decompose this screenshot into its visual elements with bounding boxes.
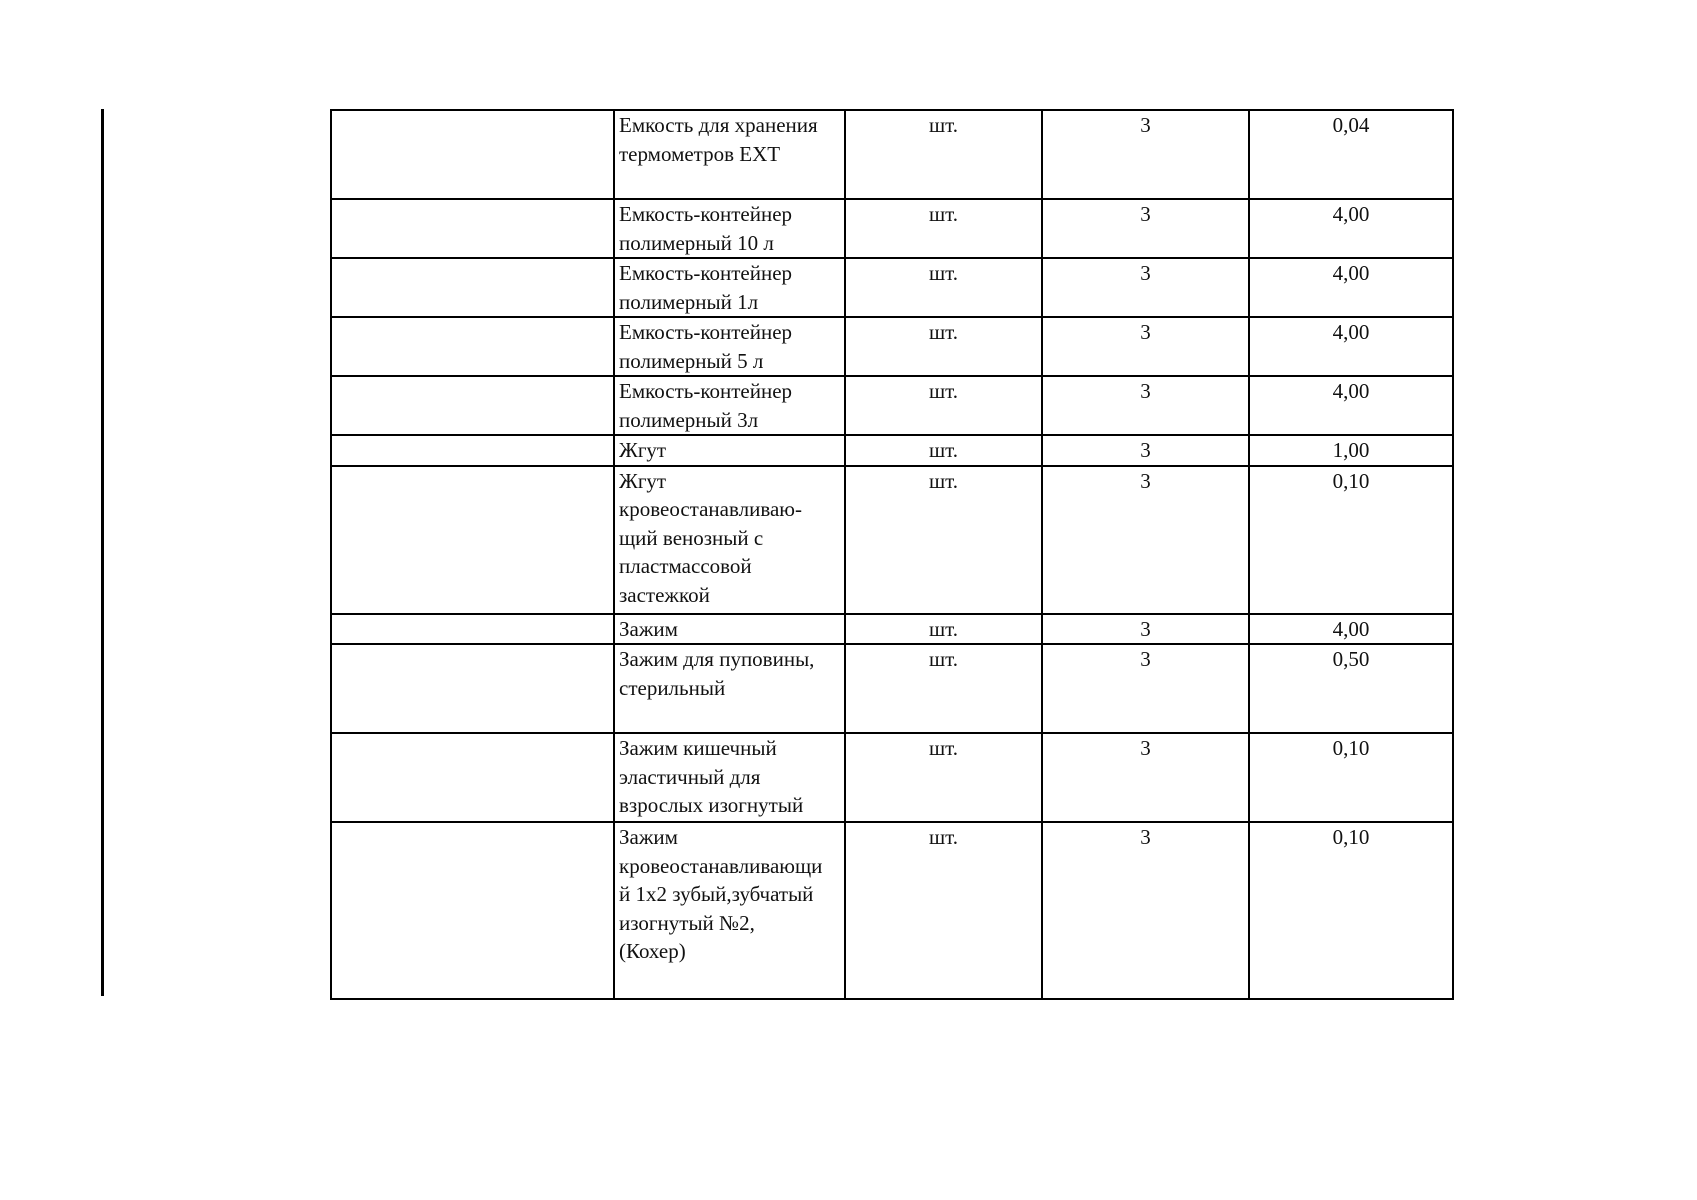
table-row (331, 258, 1453, 317)
empty-cell (331, 317, 614, 376)
item-quantity: 3 (1042, 733, 1249, 822)
empty-cell (331, 110, 614, 199)
item-name: Емкость-контейнер полимерный 5 л (614, 317, 845, 376)
left-margin-line (101, 109, 104, 996)
item-unit: шт. (845, 644, 1042, 733)
item-unit: шт. (845, 199, 1042, 258)
item-unit: шт. (845, 435, 1042, 466)
empty-cell (331, 733, 614, 822)
table-row (331, 466, 1453, 614)
item-unit: шт. (845, 258, 1042, 317)
empty-cell (331, 376, 614, 435)
item-value: 4,00 (1249, 258, 1453, 317)
item-quantity: 3 (1042, 258, 1249, 317)
item-name: Емкость-контейнер полимерный 10 л (614, 199, 845, 258)
table-row (331, 733, 1453, 822)
item-value: 0,10 (1249, 822, 1453, 999)
item-unit: шт. (845, 376, 1042, 435)
table-row (331, 435, 1453, 466)
item-quantity: 3 (1042, 317, 1249, 376)
item-name: Жгут кровеостанавливаю- щий венозный с пластмассовой застежкой (614, 466, 845, 614)
empty-cell (331, 466, 614, 614)
item-quantity: 3 (1042, 199, 1249, 258)
empty-cell (331, 199, 614, 258)
item-quantity: 3 (1042, 376, 1249, 435)
item-name: Зажим (614, 614, 845, 645)
item-value: 4,00 (1249, 614, 1453, 645)
item-quantity: 3 (1042, 435, 1249, 466)
item-unit: шт. (845, 110, 1042, 199)
item-name: Емкость для хранения термометров EXT (614, 110, 845, 199)
table-row (331, 199, 1453, 258)
empty-cell (331, 435, 614, 466)
table-row (331, 376, 1453, 435)
item-value: 4,00 (1249, 376, 1453, 435)
item-value: 0,04 (1249, 110, 1453, 199)
item-quantity: 3 (1042, 614, 1249, 645)
item-unit: шт. (845, 614, 1042, 645)
item-name: Зажим для пуповины, стерильный (614, 644, 845, 733)
item-value: 0,10 (1249, 466, 1453, 614)
item-unit: шт. (845, 822, 1042, 999)
table-row (331, 644, 1453, 733)
empty-cell (331, 258, 614, 317)
item-value: 4,00 (1249, 199, 1453, 258)
item-unit: шт. (845, 733, 1042, 822)
item-name: Зажим кишечный эластичный для взрослых изогнутый (614, 733, 845, 822)
item-value: 4,00 (1249, 317, 1453, 376)
item-quantity: 3 (1042, 466, 1249, 614)
item-unit: шт. (845, 466, 1042, 614)
item-unit: шт. (845, 317, 1042, 376)
item-value: 0,50 (1249, 644, 1453, 733)
item-name: Жгут (614, 435, 845, 466)
item-name: Зажим кровеостанавливающи й 1х2 зубый,зубчатый изогнутый №2, (Кохер) (614, 822, 845, 999)
table-row (331, 317, 1453, 376)
item-value: 0,10 (1249, 733, 1453, 822)
items-table (330, 109, 1454, 1000)
item-quantity: 3 (1042, 644, 1249, 733)
item-value: 1,00 (1249, 435, 1453, 466)
table-row (331, 614, 1453, 645)
item-quantity: 3 (1042, 110, 1249, 199)
item-name: Емкость-контейнер полимерный 3л (614, 376, 845, 435)
empty-cell (331, 614, 614, 645)
empty-cell (331, 822, 614, 999)
table-row (331, 822, 1453, 999)
empty-cell (331, 644, 614, 733)
item-quantity: 3 (1042, 822, 1249, 999)
item-name: Емкость-контейнер полимерный 1л (614, 258, 845, 317)
table-row (331, 110, 1453, 199)
